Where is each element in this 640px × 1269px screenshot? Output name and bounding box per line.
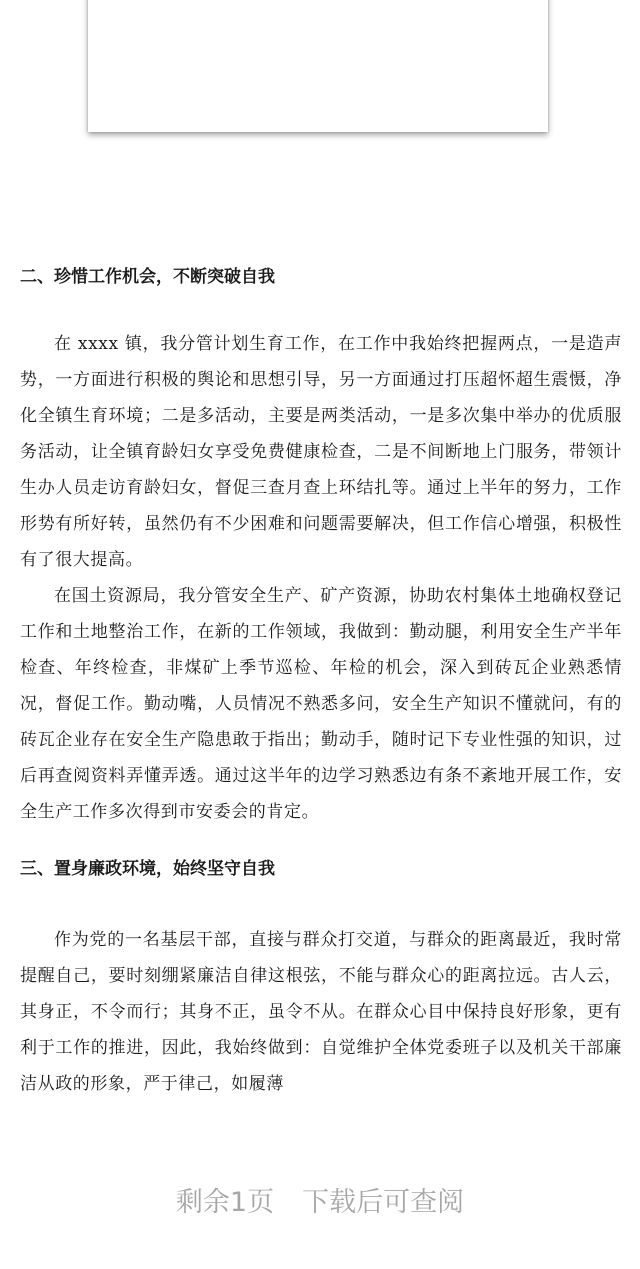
paragraph-truncated: 作为党的一名基层干部，直接与群众打交道，与群众的距离最近，我时常提醒自己，要时刻绷紧廉洁自律这根弦，不能与群众心的距离拉远。古人云，其身正，不令而行；其身不正，虽令不从。在群众心目中保持良好形象，更有利于工作的推进，因此，我始终做到：自觉维护全体党委班子以及机关干部廉洁从政的形象，严于律己，如履薄 xyxy=(20,930,622,1094)
read-more-banner[interactable] xyxy=(0,1183,640,1223)
document-body xyxy=(20,262,622,1102)
paragraph: 在国土资源局，我分管安全生产、矿产资源，协助农村集体土地确权登记工作和土地整治工作，在新的工作领域，我做到：勤动腿，利用安全生产半年检查、年终检查，非煤矿上季节巡检、年检的机会，深入到砖瓦企业熟悉情况，督促工作。勤动嘴，人员情况不熟悉多问，安全生产知识不懂就问，有的砖瓦企业存在安全生产隐患敢于指出；勤动手，随时记下专业性强的知识，过后再查阅资料弄懂弄透。通过这半年的边学习熟悉边有条不紊地开展工作，安全生产工作多次得到市安委会的肯定。 xyxy=(20,586,622,822)
remaining-pages-label: 剩余1页 xyxy=(175,1187,275,1218)
paragraph: 在 xxxx 镇，我分管计划生育工作，在工作中我始终把握两点，一是造声势，一方面进行积极的舆论和思想引导，另一方面通过打压超怀超生震慑，净化全镇生育环境；二是多活动，主要是两类活动，一是多次集中举办的优质服务活动，让全镇育龄妇女享受免费健康检查，二是不间断地上门服务，带领计生办人员走访育龄妇女，督促三查月查上环结扎等。通过上半年的努力，工作形势有所好转，虽然仍有不少困难和问题需要解决，但工作信心增强，积极性有了很大提高。 xyxy=(20,334,622,570)
section-heading: 二、珍惜工作机会，不断突破自我 xyxy=(20,267,275,287)
previous-page-card xyxy=(88,0,548,132)
section-heading: 三、置身廉政环境，始终坚守自我 xyxy=(20,859,275,879)
download-prompt-label: 下载后可查阅 xyxy=(302,1187,465,1218)
